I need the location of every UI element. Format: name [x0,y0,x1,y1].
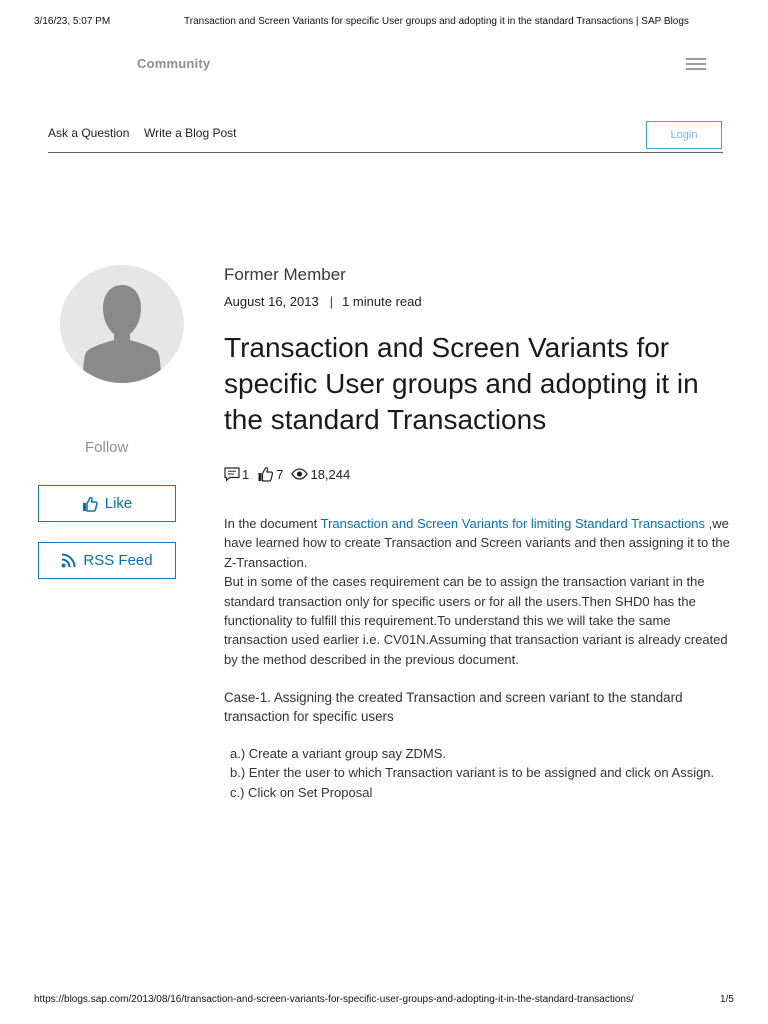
publish-date: August 16, 2013 [224,294,319,309]
previous-document-link[interactable]: Transaction and Screen Variants for limiting Standard Transactions [320,516,706,531]
rss-feed-button[interactable] [38,542,176,579]
nav-divider [48,152,723,153]
like-button-label: Like [104,495,133,512]
avatar[interactable] [60,265,184,383]
thumbs-up-outline-icon [257,466,274,482]
steps-list [224,744,734,802]
comment-icon [224,467,240,482]
intro-paragraph [224,514,734,572]
user-silhouette-icon [60,265,184,383]
ask-question-link[interactable]: Ask a Question [48,126,130,140]
article-title: Transaction and Screen Variants for specific User groups and adopting it in the standard Transactions [224,332,699,435]
follow-link[interactable]: Follow [85,439,129,456]
community-logo[interactable]: Community [137,56,211,71]
thumbs-up-icon [82,496,98,512]
views-count: 18,244 [310,466,351,482]
step-b: b.) Enter the user to which Transaction variant is to be assigned and click on Assign. [230,765,715,781]
like-button[interactable] [38,485,176,522]
hamburger-icon[interactable] [686,57,706,71]
write-blog-post-link[interactable]: Write a Blog Post [144,126,237,140]
step-c: c.) Click on Set Proposal [230,784,373,800]
intro-prefix: In the document [224,516,321,531]
body-paragraph: But in some of the cases requirement can be to assign the transaction variant in the standard transaction only for specific users or for all the users.Then SHD0 has the functionality to fulfill this requirement.To understand this we will take the same transaction used earlier i.e. CV01N.Assuming that transaction variant is already created by the method described in the previous document. [224,574,728,667]
print-doc-title: Transaction and Screen Variants for specific User groups and adopting it in the standard Transactions | SAP Blogs [184,16,689,27]
step-a: a.) Create a variant group say ZDMS. [230,746,447,761]
page-number: 1/5 [720,994,734,1005]
article-meta [224,294,422,309]
comments-stat[interactable] [224,467,249,482]
author-name[interactable]: Former Member [224,265,346,284]
intro-suffix: ,we have learned how to create Transaction and Screen variants and then assigning it to the Z-Transaction. [224,516,730,570]
article-stats [224,466,358,482]
likes-count: 7 [276,466,284,482]
eye-icon [291,468,308,480]
likes-stat[interactable] [257,466,283,482]
rss-icon [61,553,76,568]
login-button[interactable]: Login [646,121,722,149]
read-time: 1 minute read [342,294,422,309]
article-body [224,514,734,669]
rss-feed-button-label: RSS Feed [83,552,153,569]
print-datetime: 3/16/23, 5:07 PM [34,16,111,27]
comments-count: 1 [242,466,250,482]
meta-separator: | [329,294,334,309]
print-footer-url: https://blogs.sap.com/2013/08/16/transaction-and-screen-variants-for-specific-user-groups-and-adopting-it-in-the-standard-transactions/ [34,994,634,1005]
views-stat [291,467,350,482]
case-heading: Case-1. Assigning the created Transaction and screen variant to the standard transaction for specific users [224,690,683,725]
